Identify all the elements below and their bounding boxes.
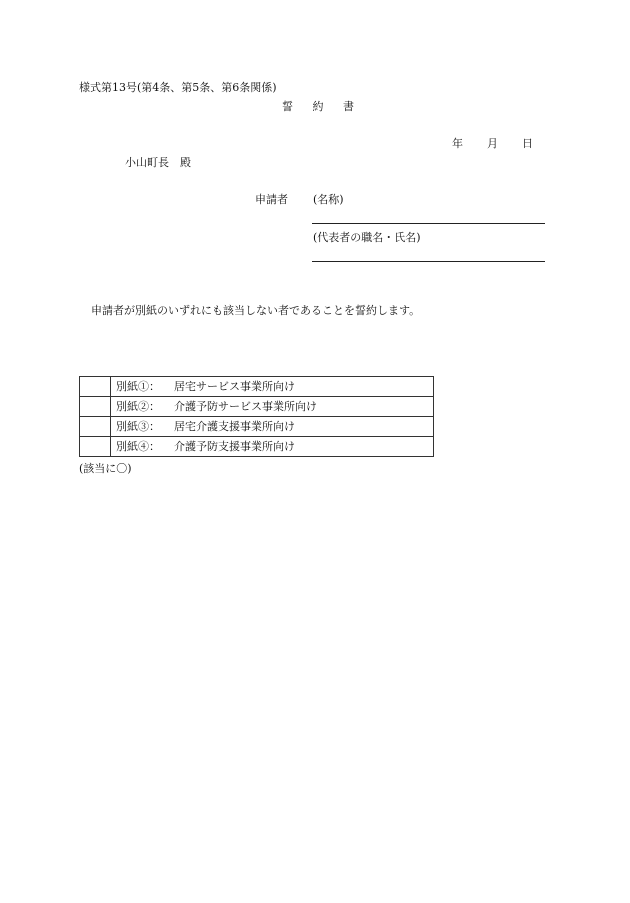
date-year-label: 年	[452, 137, 463, 150]
annex-name: 別紙②：	[116, 399, 160, 413]
applicant-label: 申請者	[255, 193, 288, 206]
annex-label-cell	[111, 397, 434, 417]
annex-name: 別紙④：	[116, 439, 160, 453]
annex-label-cell	[111, 417, 434, 437]
annex-target: 居宅サービス事業所向け	[174, 379, 295, 393]
applicant-name-label: (名称)	[313, 193, 344, 206]
annex-label-cell	[111, 437, 434, 457]
annex-name: 別紙①：	[116, 379, 160, 393]
annex-check-cell[interactable]	[80, 437, 111, 457]
table-row	[80, 397, 434, 417]
table-row	[80, 437, 434, 457]
annex-target: 居宅介護支援事業所向け	[174, 419, 295, 433]
document-title: 誓 約 書	[282, 100, 362, 113]
date-month-label: 月	[487, 137, 498, 150]
annex-check-cell[interactable]	[80, 397, 111, 417]
annex-check-cell[interactable]	[80, 377, 111, 397]
annex-label-cell	[111, 377, 434, 397]
form-number: 様式第13号(第4条、第5条、第6条関係)	[79, 81, 277, 94]
annex-target: 介護予防支援事業所向け	[174, 439, 295, 453]
pledge-statement: 申請者が別紙のいずれにも該当しない者であることを誓約します。	[91, 304, 421, 317]
annex-name: 別紙③：	[116, 419, 160, 433]
table-note: (該当に〇)	[79, 462, 132, 475]
applicant-name-field[interactable]	[312, 223, 545, 224]
table-row	[80, 377, 434, 397]
recipient: 小山町長 殿	[125, 156, 191, 169]
annex-target: 介護予防サービス事業所向け	[174, 399, 317, 413]
annex-table	[79, 376, 434, 457]
representative-label: (代表者の職名・氏名)	[313, 231, 421, 244]
annex-check-cell[interactable]	[80, 417, 111, 437]
date-line	[452, 137, 533, 151]
representative-field[interactable]	[312, 261, 545, 262]
date-day-label: 日	[522, 137, 533, 150]
table-row	[80, 417, 434, 437]
